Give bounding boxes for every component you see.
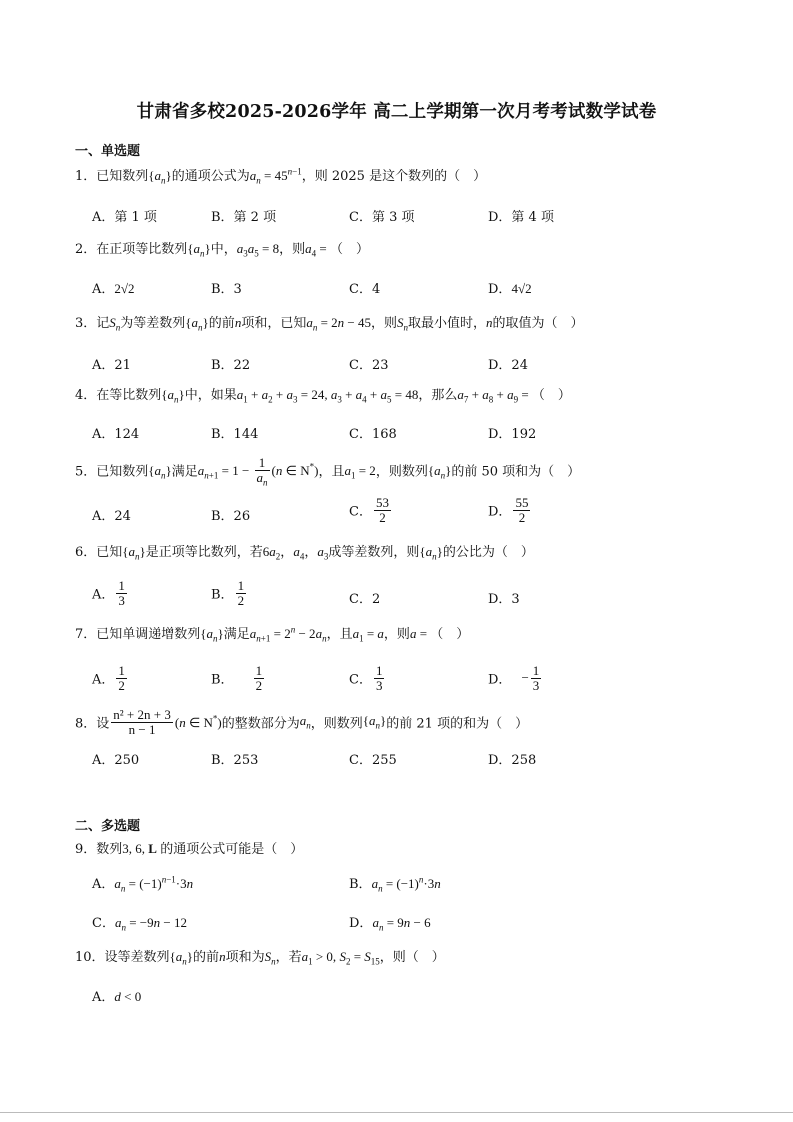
q8-option-b[interactable]: B．253 [211,753,259,768]
q2-option-c[interactable]: C．4 [349,282,381,297]
q7-option-c[interactable]: C． $\frac{1}{3}$ [349,663,383,693]
q9-option-a[interactable]: A．$a_n = (-1)^{n-1}\cdot 3n$ [92,874,194,894]
q7-option-b[interactable]: B． $\frac{1}{2}$ [211,663,263,693]
q1-option-a[interactable]: A．第 1 项 [92,210,157,225]
q9-option-c[interactable]: C．$a_n = -9n - 12$ [92,915,187,933]
q9-option-d[interactable]: D．$a_n = 9n - 6$ [349,915,431,933]
page-title: 甘肃省多校2025-2026学年 高二上学期第一次月考考试数学试卷 [136,102,657,122]
question-3: 3．记$S_n$为等差数列$\{a_n\}$的前n项和，已知$a_n = 2n - 45$，则$S_n$取最小值时，n的取值为（ ） [75,315,584,333]
q5-option-d[interactable]: D． $\frac{55}{2}$ [488,495,529,525]
section-multiple-choice: 二、多选题 [75,819,141,834]
section-single-choice: 一、单选题 [75,144,141,159]
q8-option-d[interactable]: D．258 [488,753,537,768]
q5-option-a[interactable]: A．24 [92,509,131,524]
q4-option-b[interactable]: B．144 [211,427,259,442]
question-7: 7．已知单调递增数列$\{a_n\}$满足$a_{n+1} = 2^n - 2a_n$，且$a_1 = a$，则a = （ ） [75,624,470,644]
q5-option-c[interactable]: C． $\frac{53}{2}$ [349,495,389,525]
question-10: 10．设等差数列$\{a_n\}$的前n项和为$S_n$，若$a_1 > 0$, $S_2 = S_{15}$，则（ ） [75,949,445,967]
q8-option-a[interactable]: A．250 [92,753,140,768]
q1-option-c[interactable]: C．第 3 项 [349,210,415,225]
question-2: 2．在正项等比数列$\{a_n\}$中，$a_3a_5 = 8$，则$a_4$ = （ ） [75,241,370,259]
q7-option-d[interactable]: D． − $\frac{1}{3}$ [488,663,540,693]
page-bottom-divider [0,1112,793,1113]
q4-option-c[interactable]: C．168 [349,427,397,442]
q4-option-d[interactable]: D．192 [488,427,537,442]
q8-option-c[interactable]: C．255 [349,753,397,768]
q3-option-d[interactable]: D．24 [488,358,528,373]
q1-option-b[interactable]: B．第 2 项 [211,210,277,225]
q2-option-a[interactable]: A．2√2 [92,281,135,297]
q2-option-d[interactable]: D．4√2 [488,281,532,297]
q9-option-b[interactable]: B．$a_n = (-1)^n\cdot 3n$ [349,874,441,894]
q1-option-d[interactable]: D．第 4 项 [488,210,554,225]
question-6: 6．已知$\{a_n\}$是正项等比数列，若$6a_2$，$a_4$，$a_3$成等差数列，则$\{a_n\}$的公比为（ ） [75,544,534,562]
q6-option-c[interactable]: C．2 [349,592,381,607]
q10-option-a[interactable]: A．d < 0 [92,989,142,1005]
q6-option-b[interactable]: B． $\frac{1}{2}$ [211,578,245,608]
q5-option-b[interactable]: B．26 [211,509,251,524]
q6-option-d[interactable]: D．3 [488,592,520,607]
q3-option-a[interactable]: A．21 [92,358,131,373]
question-8: 8．设 $\frac{\text{n² + 2n + 3}}{n - 1}$ (n ∈ N*)的整数部分为$a_n$，则数列$\{a_n\}$的前 21 项的和为（ ） [75,707,529,737]
q2-option-b[interactable]: B．3 [211,282,242,297]
question-1: 1．已知数列$\{a_n\}$的通项公式为$a_n = 45^{n-1}$，则 2025 是这个数列的（ ） [75,166,487,186]
q7-option-a[interactable]: A． $\frac{1}{2}$ [92,663,125,693]
q4-option-a[interactable]: A．124 [92,427,140,442]
question-5: 5．已知数列$\{a_n\}$满足$a_{n+1} = 1$ − $\frac{1}{a_n}$ (n ∈ N*)，且$a_1 = 2$，则数列$\{a_n\}$的前 50 项和为（ ） [75,455,581,488]
q3-option-b[interactable]: B．22 [211,358,251,373]
question-4: 4．在等比数列$\{a_n\}$中，如果$a_1 + a_2 + a_3 = 24$, $a_3 + a_4 + a_5 = 48$，那么$a_7 + a_8 + a_9$ = （ ） [75,387,571,405]
q6-option-a[interactable]: A． $\frac{1}{3}$ [92,578,125,608]
question-9: 9．数列3, 6, L 的通项公式可能是（ ） [75,841,304,857]
q3-option-c[interactable]: C．23 [349,358,389,373]
